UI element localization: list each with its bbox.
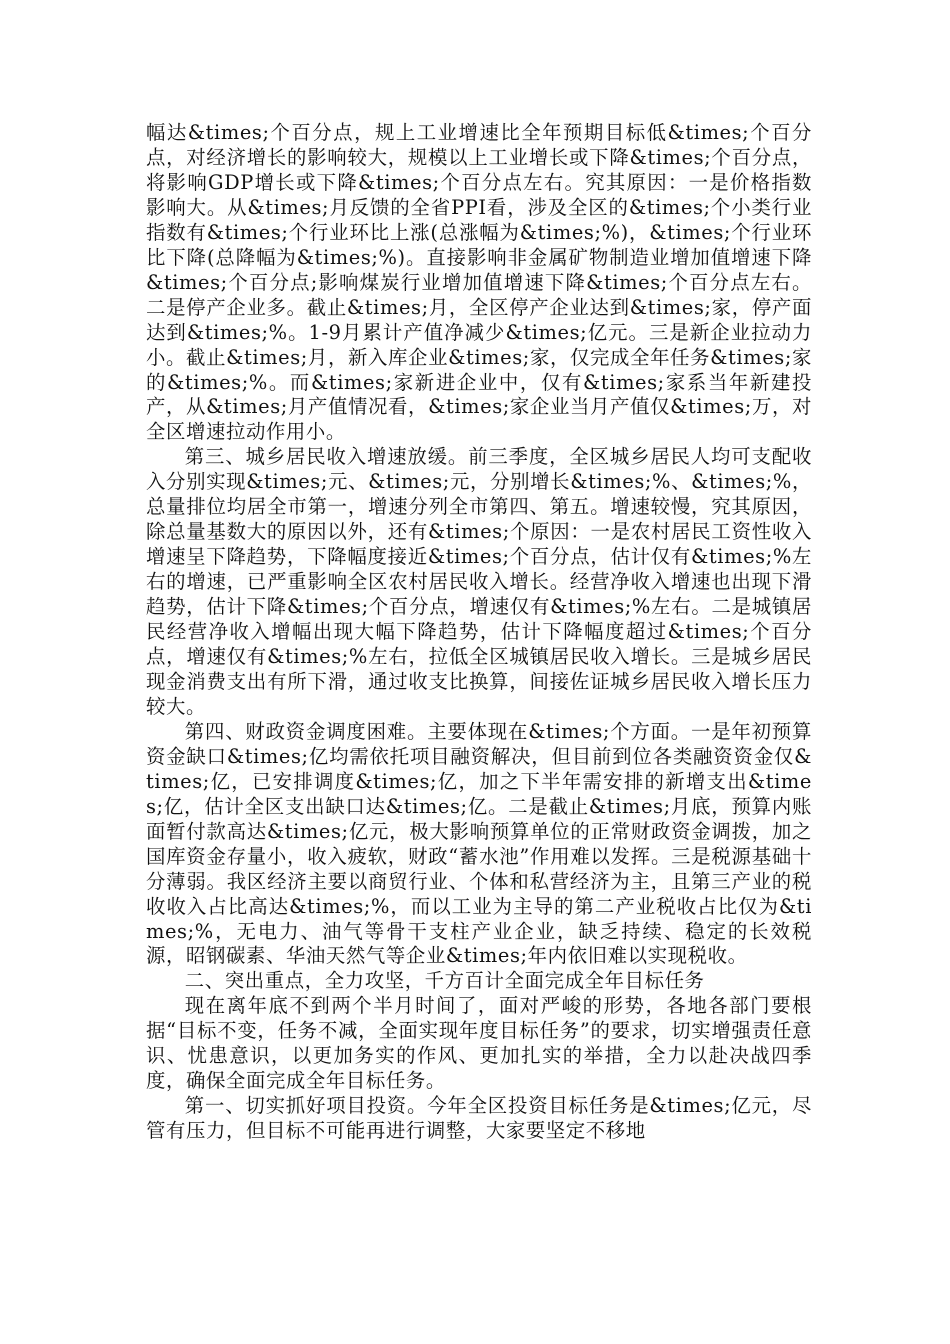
paragraph-year-end-goals: 现在离年底不到两个半月时间了，面对严峻的形势，各地各部门要根据“目标不变，任务不减，全面实现年度目标任务”的要求，切实增强责任意识、忧患意识，以更加务实的作风、更加扎实的举措，全力以赴决战四季度，确保全面完成全年目标任务。 — [146, 994, 812, 1093]
paragraph-industrial-growth: 幅达&times;个百分点，规上工业增速比全年预期目标低&times;个百分点，对经济增长的影响较大，规模以上工业增长或下降&times;个百分点，将影响GDP增长或下降&times;个百分点左右。究其原因：一是价格指数影响大。从&times;月反馈的全省PPI看，涉及全区的&times;个小类行业指数有&times;个行业环比上涨(总涨幅为&times;%)，&times;个行业环比下降(总降幅为&times;%)。直接影响非金属矿物制造业增加值增速下降&times;个百分点;影响煤炭行业增加值增速下降&times;个百分点左右。二是停产企业多。截止&times;月，全区停产企业达到&times;家，停产面达到&times;%。1-9月累计产值净减少&times;亿元。三是新企业拉动力小。截止&times;月，新入库企业&times;家，仅完成全年任务&times;家的&times;%。而&times;家新进企业中，仅有&times;家系当年新建投产，从&times;月产值情况看，&times;家企业当月产值仅&times;万，对全区增速拉动作用小。 — [146, 121, 812, 444]
paragraph-project-investment: 第一、切实抓好项目投资。今年全区投资目标任务是&times;亿元，尽管有压力，但目标不可能再进行调整，大家要坚定不移地 — [146, 1094, 812, 1143]
paragraph-fiscal-funds: 第四、财政资金调度困难。主要体现在&times;个方面。一是年初预算资金缺口&times;亿均需依托项目融资解决，但目前到位各类融资资金仅&times;亿，已安排调度&times;亿，加之下半年需安排的新增支出&times;亿，估计全区支出缺口达&times;亿。二是截止&times;月底，预算内账面暂付款高达&times;亿元，极大影响预算单位的正常财政资金调拨，加之国库资金存量小，收入疲软，财政“蓄水池”作用难以发挥。三是税源基础十分薄弱。我区经济主要以商贸行业、个体和私营经济为主，且第三产业的税收收入占比高达&times;%，而以工业为主导的第二产业税收占比仅为&times;%，无电力、油气等骨干支柱产业企业，缺乏持续、稳定的长效税源，昭钢碳素、华油天然气等企业&times;年内依旧难以实现税收。 — [146, 719, 812, 968]
section-heading: 二、突出重点，全力攻坚，千方百计全面完成全年目标任务 — [184, 969, 705, 993]
document-body — [146, 121, 812, 1144]
paragraph-resident-income: 第三、城乡居民收入增速放缓。前三季度，全区城乡居民人均可支配收入分别实现&times;元、&times;元，分别增长&times;%、&times;%，总量排位均居全市第一，增速分列全市第四、第五。增速较慢，究其原因，除总量基数大的原因以外，还有&times;个原因：一是农村居民工资性收入增速呈下降趋势，下降幅度接近&times;个百分点，估计仅有&times;%左右的增速，已严重影响全区农村居民收入增长。经营净收入增速也出现下滑趋势，估计下降&times;个百分点，增速仅有&times;%左右。二是城镇居民经营净收入增幅出现大幅下降趋势，估计下降幅度超过&times;个百分点，增速仅有&times;%左右，拉低全区城镇居民收入增长。三是城乡居民现金消费支出有所下滑，通过收支比换算，间接佐证城乡居民收入增长压力较大。 — [146, 445, 812, 718]
